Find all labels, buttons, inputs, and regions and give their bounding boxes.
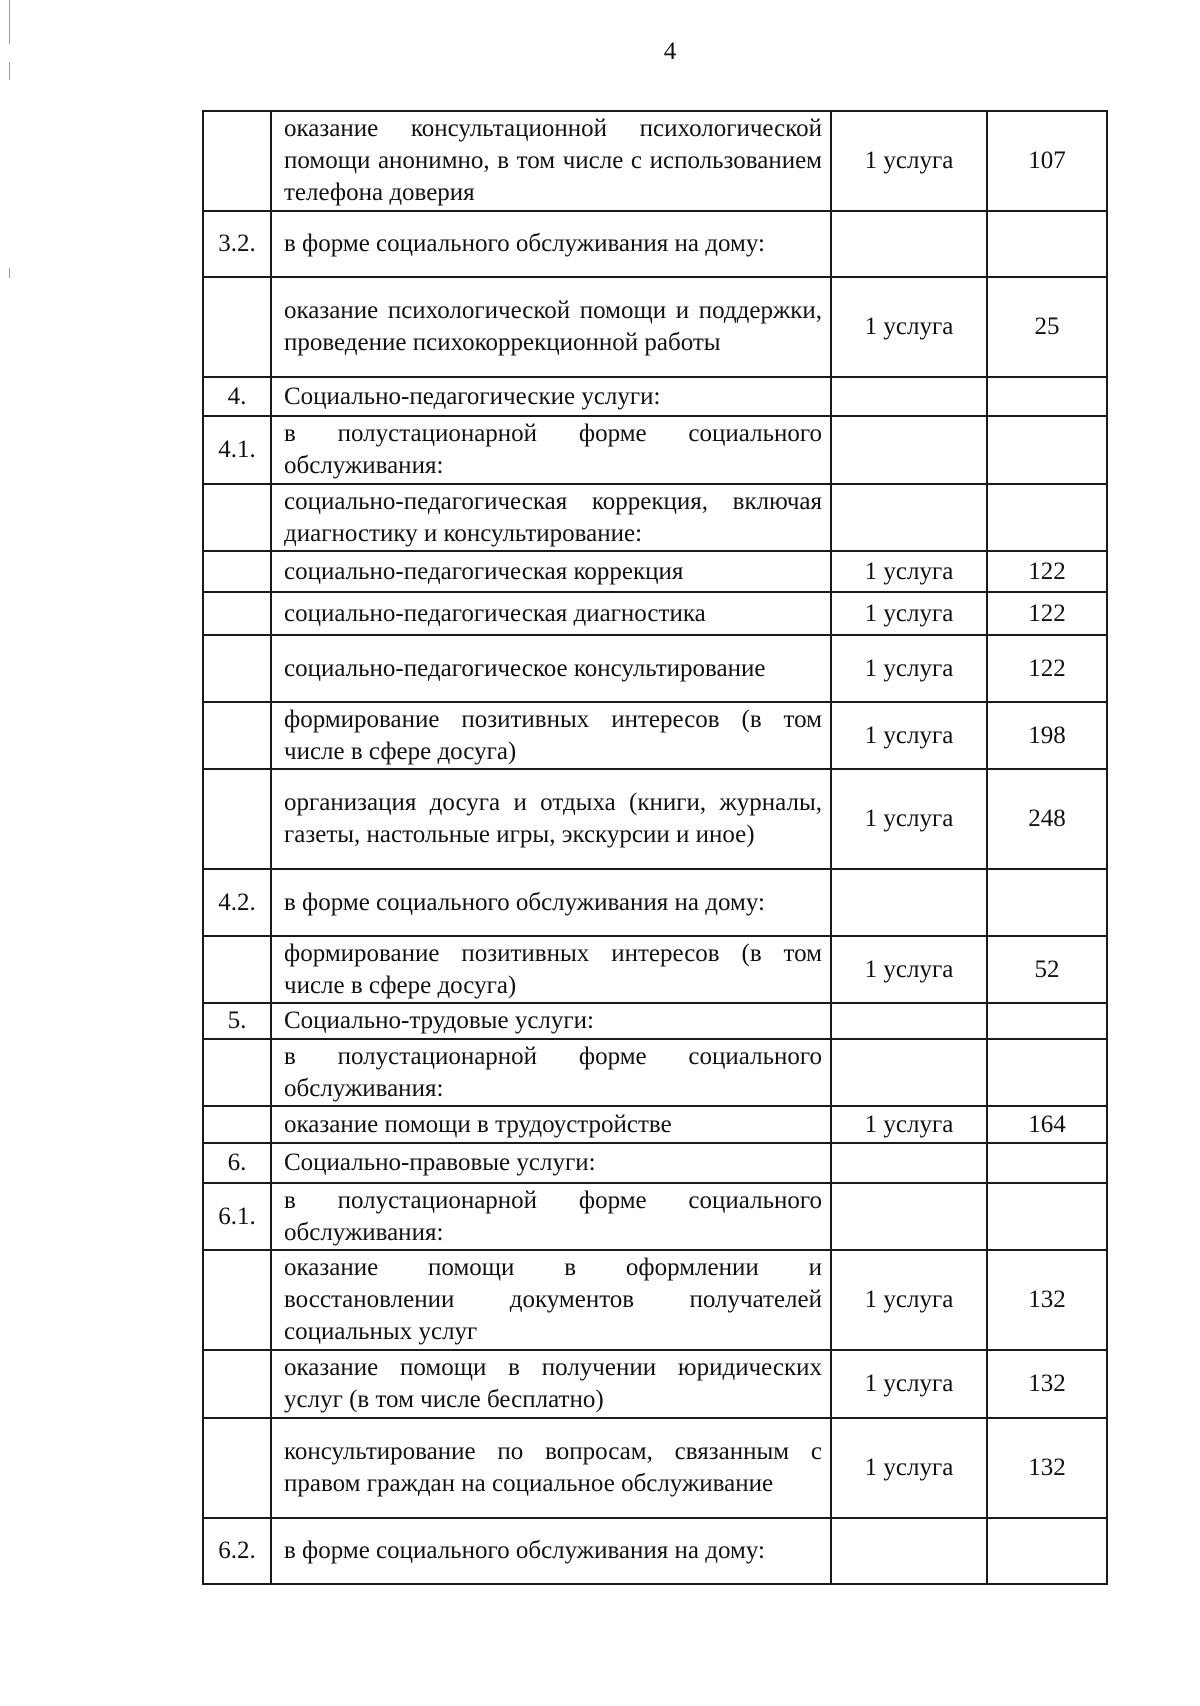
service-unit: 1 услуга <box>831 592 987 635</box>
service-unit <box>831 1143 987 1183</box>
service-unit: 1 услуга <box>831 1250 987 1350</box>
service-unit <box>831 1039 987 1106</box>
service-description: оказание психологической помощи и поддержки, проведение психокоррекционной работы <box>271 277 831 377</box>
table-row <box>203 769 1107 869</box>
service-unit <box>831 1183 987 1250</box>
table-row <box>203 1250 1107 1350</box>
table-row <box>203 936 1107 1003</box>
page-number: 4 <box>663 38 677 65</box>
row-number: 4.2. <box>203 869 271 936</box>
row-number: 4.1. <box>203 416 271 484</box>
service-description: социально-педагогическая диагностика <box>271 592 831 635</box>
service-unit: 1 услуга <box>831 111 987 211</box>
service-unit <box>831 484 987 551</box>
service-unit: 1 услуга <box>831 277 987 377</box>
table-row <box>203 1039 1107 1106</box>
row-number <box>203 592 271 635</box>
table-row <box>203 869 1107 936</box>
service-description: в форме социального обслуживания на дому: <box>271 1518 831 1584</box>
service-value <box>987 869 1107 936</box>
table-row <box>203 702 1107 769</box>
row-number <box>203 1039 271 1106</box>
row-number <box>203 277 271 377</box>
table-row <box>203 1106 1107 1143</box>
service-value: 122 <box>987 592 1107 635</box>
row-number <box>203 1418 271 1518</box>
service-value <box>987 211 1107 277</box>
scan-edge-mark <box>9 268 10 278</box>
service-unit <box>831 1518 987 1584</box>
table-row <box>203 551 1107 592</box>
service-description: консультирование по вопросам, связанным с правом граждан на социальное обслуживание <box>271 1418 831 1518</box>
service-unit <box>831 1003 987 1039</box>
service-unit: 1 услуга <box>831 702 987 769</box>
row-number: 4. <box>203 377 271 416</box>
service-value: 164 <box>987 1106 1107 1143</box>
service-description: в полустационарной форме социального обслуживания: <box>271 1183 831 1250</box>
service-value: 52 <box>987 936 1107 1003</box>
table-row <box>203 1003 1107 1039</box>
service-value: 107 <box>987 111 1107 211</box>
service-description: оказание помощи в получении юридических услуг (в том числе бесплатно) <box>271 1350 831 1418</box>
row-number: 3.2. <box>203 211 271 277</box>
service-description: социально-педагогическое консультирование <box>271 635 831 702</box>
table-row <box>203 484 1107 551</box>
row-number: 6. <box>203 1143 271 1183</box>
service-description: оказание консультационной психологической помощи анонимно, в том числе с использованием телефона доверия <box>271 111 831 211</box>
table-row <box>203 377 1107 416</box>
row-number <box>203 702 271 769</box>
row-number <box>203 484 271 551</box>
service-description: социально-педагогическая коррекция <box>271 551 831 592</box>
service-unit: 1 услуга <box>831 551 987 592</box>
service-value <box>987 416 1107 484</box>
service-description: оказание помощи в трудоустройстве <box>271 1106 831 1143</box>
service-value <box>987 1183 1107 1250</box>
table-row <box>203 635 1107 702</box>
service-value: 198 <box>987 702 1107 769</box>
services-table <box>202 110 1108 1585</box>
table-row <box>203 277 1107 377</box>
table-row <box>203 592 1107 635</box>
service-value: 25 <box>987 277 1107 377</box>
service-unit <box>831 869 987 936</box>
service-description: в форме социального обслуживания на дому: <box>271 869 831 936</box>
service-value: 122 <box>987 551 1107 592</box>
table-row <box>203 211 1107 277</box>
table-row <box>203 111 1107 211</box>
table-row <box>203 1183 1107 1250</box>
row-number: 5. <box>203 1003 271 1039</box>
table-row <box>203 416 1107 484</box>
service-description: Социально-педагогические услуги: <box>271 377 831 416</box>
service-value: 132 <box>987 1418 1107 1518</box>
row-number: 6.2. <box>203 1518 271 1584</box>
service-description: Социально-трудовые услуги: <box>271 1003 831 1039</box>
row-number: 6.1. <box>203 1183 271 1250</box>
service-description: формирование позитивных интересов (в том числе в сфере досуга) <box>271 702 831 769</box>
service-value: 248 <box>987 769 1107 869</box>
service-description: в полустационарной форме социального обслуживания: <box>271 416 831 484</box>
service-description: в форме социального обслуживания на дому: <box>271 211 831 277</box>
service-unit: 1 услуга <box>831 936 987 1003</box>
service-value <box>987 1003 1107 1039</box>
service-description: оказание помощи в оформлении и восстановлении документов получателей социальных услуг <box>271 1250 831 1350</box>
service-value <box>987 377 1107 416</box>
service-unit: 1 услуга <box>831 1418 987 1518</box>
row-number <box>203 635 271 702</box>
service-value <box>987 1039 1107 1106</box>
table-row <box>203 1143 1107 1183</box>
service-description: организация досуга и отдыха (книги, журналы, газеты, настольные игры, экскурсии и иное) <box>271 769 831 869</box>
service-value <box>987 1518 1107 1584</box>
service-value: 122 <box>987 635 1107 702</box>
row-number <box>203 1350 271 1418</box>
service-value: 132 <box>987 1350 1107 1418</box>
service-unit <box>831 416 987 484</box>
service-unit: 1 услуга <box>831 635 987 702</box>
service-value <box>987 484 1107 551</box>
table-row <box>203 1518 1107 1584</box>
service-unit <box>831 377 987 416</box>
row-number <box>203 936 271 1003</box>
service-unit: 1 услуга <box>831 1350 987 1418</box>
row-number <box>203 1106 271 1143</box>
service-unit: 1 услуга <box>831 769 987 869</box>
service-description: социально-педагогическая коррекция, включая диагностику и консультирование: <box>271 484 831 551</box>
row-number <box>203 551 271 592</box>
table-row <box>203 1418 1107 1518</box>
row-number <box>203 1250 271 1350</box>
row-number <box>203 111 271 211</box>
service-description: в полустационарной форме социального обслуживания: <box>271 1039 831 1106</box>
service-value: 132 <box>987 1250 1107 1350</box>
service-unit: 1 услуга <box>831 1106 987 1143</box>
row-number <box>203 769 271 869</box>
table-row <box>203 1350 1107 1418</box>
service-description: формирование позитивных интересов (в том числе в сфере досуга) <box>271 936 831 1003</box>
service-description: Социально-правовые услуги: <box>271 1143 831 1183</box>
service-value <box>987 1143 1107 1183</box>
service-unit <box>831 211 987 277</box>
